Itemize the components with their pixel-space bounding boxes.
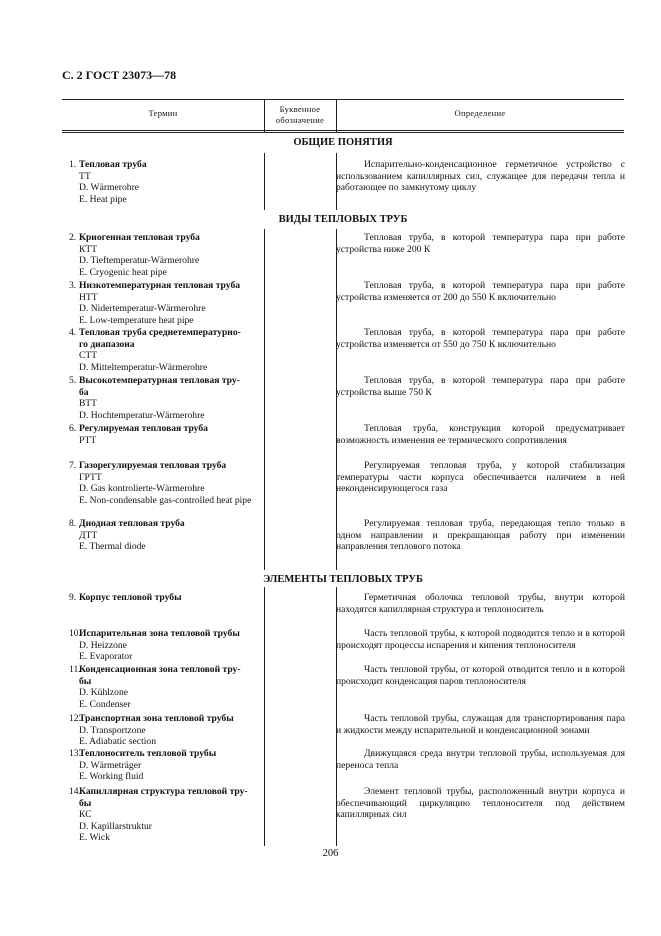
- term-name: [79, 592, 265, 604]
- term-name: [79, 713, 265, 725]
- term-name-text: Тепловая труба: [79, 159, 147, 170]
- term-name: [79, 375, 265, 387]
- term-name-text: Теплоноситель тепловой трубы: [79, 748, 217, 759]
- term-name: [79, 664, 265, 676]
- term-name-text: бы: [79, 797, 92, 809]
- term-german: D. Tieftemperatur-Wärmerohre: [79, 255, 200, 266]
- term-name-text: Корпус тепловой трубы: [79, 592, 182, 603]
- term-german: D. Hochtemperatur-Wärmerohre: [79, 409, 205, 421]
- column-header-code: Буквенное обозначение: [275, 104, 325, 125]
- term-name: [79, 460, 265, 472]
- definition-text: Тепловая труба, в которой температура пара при работе устройства изменяется от 200 до 550 К включительно: [336, 280, 625, 303]
- term-abbreviation: НТТ: [79, 291, 98, 303]
- term-number: 8.: [69, 518, 77, 529]
- term-name: [79, 676, 265, 688]
- term-english: E. Wick: [79, 832, 110, 843]
- term-english: E. Adiabatic section: [79, 736, 156, 747]
- section-title: ЭЛЕМЕНТЫ ТЕПЛОВЫХ ТРУБ: [263, 574, 423, 585]
- term-name-text: Низкотемпературная тепловая труба: [79, 280, 241, 291]
- term-number: 4.: [69, 327, 77, 338]
- term-entry: [69, 592, 265, 604]
- term-abbreviation: КС: [79, 809, 92, 820]
- term-german: D. Mitteltemperatur-Wärmerohre: [79, 361, 208, 373]
- term-german: D. Heizzone: [79, 639, 127, 651]
- page-number: 206: [322, 848, 339, 859]
- term-german: D. Wärmeträger: [79, 759, 142, 771]
- term-number: 7.: [69, 460, 77, 471]
- term-name: [79, 798, 265, 810]
- term-name-text: Капиллярная структура тепловой тру-: [79, 786, 248, 797]
- term-number: 12.: [69, 713, 81, 724]
- term-abbreviation: КТТ: [79, 243, 98, 255]
- term-number: 2.: [69, 232, 77, 243]
- term-english: E. Heat pipe: [79, 193, 127, 205]
- term-abbreviation: СТТ: [79, 350, 98, 361]
- term-abbreviation: ВТТ: [79, 398, 97, 409]
- definition-text: Часть тепловой трубы, от которой отводится тепло и в которой происходит конденсация паров теплоносителя: [336, 664, 625, 687]
- term-name-text: Тепловая труба среднетемпературно-: [79, 327, 241, 338]
- term-english: E. Evaporator: [79, 651, 133, 662]
- term-name-text: Газорегулируемая тепловая труба: [79, 460, 227, 471]
- definition-text: Часть тепловой трубы, к которой подводится тепло и в которой происходят процессы испарения и кипения теплоносителя: [336, 628, 625, 651]
- definition-text: Герметичная оболочка тепловой трубы, внутри которой находятся капиллярная структура и теплоноситель: [336, 592, 625, 615]
- term-name: [79, 423, 265, 435]
- term-entry: [69, 423, 265, 446]
- term-german: D. Kapillarstruktur: [79, 820, 153, 832]
- definition-text: Элемент тепловой трубы, расположенный внутри корпуса и обеспечивающий циркуляцию теплоносителя под действием капиллярных сил: [336, 786, 625, 820]
- term-name: [79, 280, 265, 292]
- term-entry: [69, 748, 265, 783]
- term-entry: [69, 327, 265, 373]
- term-english: E. Working fluid: [79, 771, 144, 782]
- term-entry: [69, 713, 265, 748]
- term-english: E. Condenser: [79, 698, 131, 710]
- term-name-text: Регулируемая тепловая труба: [79, 423, 208, 434]
- term-name-text: ба: [79, 386, 89, 398]
- term-name-text: Диодная тепловая труба: [79, 518, 185, 529]
- term-german: D. Gas kontrolierte-Wärmerohre: [79, 483, 205, 494]
- term-name: [79, 327, 265, 339]
- term-name: [79, 387, 265, 399]
- definition-text: Тепловая труба, в которой температура пара при работе устройства ниже 200 К: [336, 232, 625, 255]
- column-divider: [264, 99, 265, 132]
- term-entry: [69, 460, 265, 506]
- term-number: 5.: [69, 375, 77, 386]
- term-entry: [69, 786, 265, 844]
- term-number: 11.: [69, 664, 81, 675]
- term-name: [79, 159, 265, 171]
- term-english: E. Non-condensable gas-controlled heat pipe: [79, 494, 252, 506]
- term-name-text: Высокотемпературная тепловая тру-: [79, 375, 240, 386]
- term-entry: [69, 159, 265, 205]
- definition-text: Регулируемая тепловая труба, передающая тепло только в одном направлении и прекращающая работу при изменении направления теплового потока: [336, 518, 625, 552]
- term-english: E. Low-temperature heat pipe: [79, 314, 194, 326]
- table-header-border-double: [62, 132, 624, 133]
- term-number: 6.: [69, 423, 77, 434]
- term-english: E. Cryogenic heat pipe: [79, 266, 167, 278]
- term-name-text: го диапазона: [79, 338, 135, 350]
- term-name: [79, 518, 265, 530]
- definition-text: Регулируемая тепловая труба, у которой стабилизация температуры части корпуса обеспечивается наличием в ней неконденсирующегося газа: [336, 460, 625, 494]
- term-entry: [69, 232, 265, 278]
- definition-text: Тепловая труба, в которой температура пара при работе устройства изменяется от 550 до 750 К включительно: [336, 327, 625, 350]
- term-name-text: Криогенная тепловая труба: [79, 232, 200, 243]
- term-number: 13.: [69, 748, 81, 759]
- term-entry: [69, 280, 265, 326]
- term-entry: [69, 375, 265, 421]
- column-header-term: Термин: [148, 108, 178, 118]
- term-name: [79, 232, 265, 244]
- term-number: 3.: [69, 280, 77, 291]
- term-name-text: Испарительная зона тепловой трубы: [79, 628, 240, 639]
- term-number: 1.: [69, 159, 77, 170]
- term-name: [79, 628, 265, 640]
- term-name: [79, 786, 265, 798]
- term-number: 10.: [69, 628, 81, 639]
- term-german: D. Kühlzone: [79, 687, 129, 698]
- term-german: D. Nidertemperatur-Wärmerohre: [79, 303, 206, 314]
- term-entry: [69, 664, 265, 710]
- definition-text: Тепловая труба, в которой температура пара при работе устройства выше 750 К: [336, 375, 625, 398]
- definition-text: Испарительно-конденсационное герметичное устройство с использованием капиллярных сил, служащее для передачи тепла и работающее по замкнутому циклу: [336, 159, 625, 193]
- term-german: D. Wärmerohre: [79, 182, 140, 193]
- term-abbreviation: ГРТТ: [79, 471, 102, 483]
- term-number: 9.: [69, 592, 77, 603]
- definition-text: Часть тепловой трубы, служащая для транспортирования пара и жидкости между испарительной и конденсационной зонами: [336, 713, 625, 736]
- term-entry: [69, 628, 265, 663]
- term-number: 14.: [69, 786, 81, 797]
- term-name-text: Конденсационная зона тепловой тру-: [79, 664, 241, 675]
- section-title: ВИДЫ ТЕПЛОВЫХ ТРУБ: [278, 214, 408, 225]
- term-german: D. Transportzone: [79, 724, 146, 736]
- term-name-text: Транспортная зона тепловой трубы: [79, 713, 234, 724]
- column-header-definition: Определение: [454, 108, 506, 118]
- term-english: E. Thermal diode: [79, 541, 146, 552]
- table-header-border: [62, 130, 624, 131]
- term-name: [79, 748, 265, 760]
- term-abbreviation: РТТ: [79, 434, 97, 446]
- term-name-text: бы: [79, 675, 92, 687]
- definition-text: Движущаяся среда внутри тепловой трубы, используемая для переноса тепла: [336, 748, 625, 771]
- section-title: ОБЩИЕ ПОНЯТИЯ: [293, 137, 393, 148]
- term-abbreviation: ДТТ: [79, 529, 98, 541]
- term-abbreviation: ТТ: [79, 170, 91, 182]
- table-top-border: [62, 99, 624, 100]
- definition-text: Тепловая труба, конструкция которой предусматривает возможность изменения ее термического сопротивления: [336, 423, 625, 446]
- term-name: [79, 339, 265, 351]
- page-header: С. 2 ГОСТ 23073—78: [62, 68, 177, 82]
- term-entry: [69, 518, 265, 553]
